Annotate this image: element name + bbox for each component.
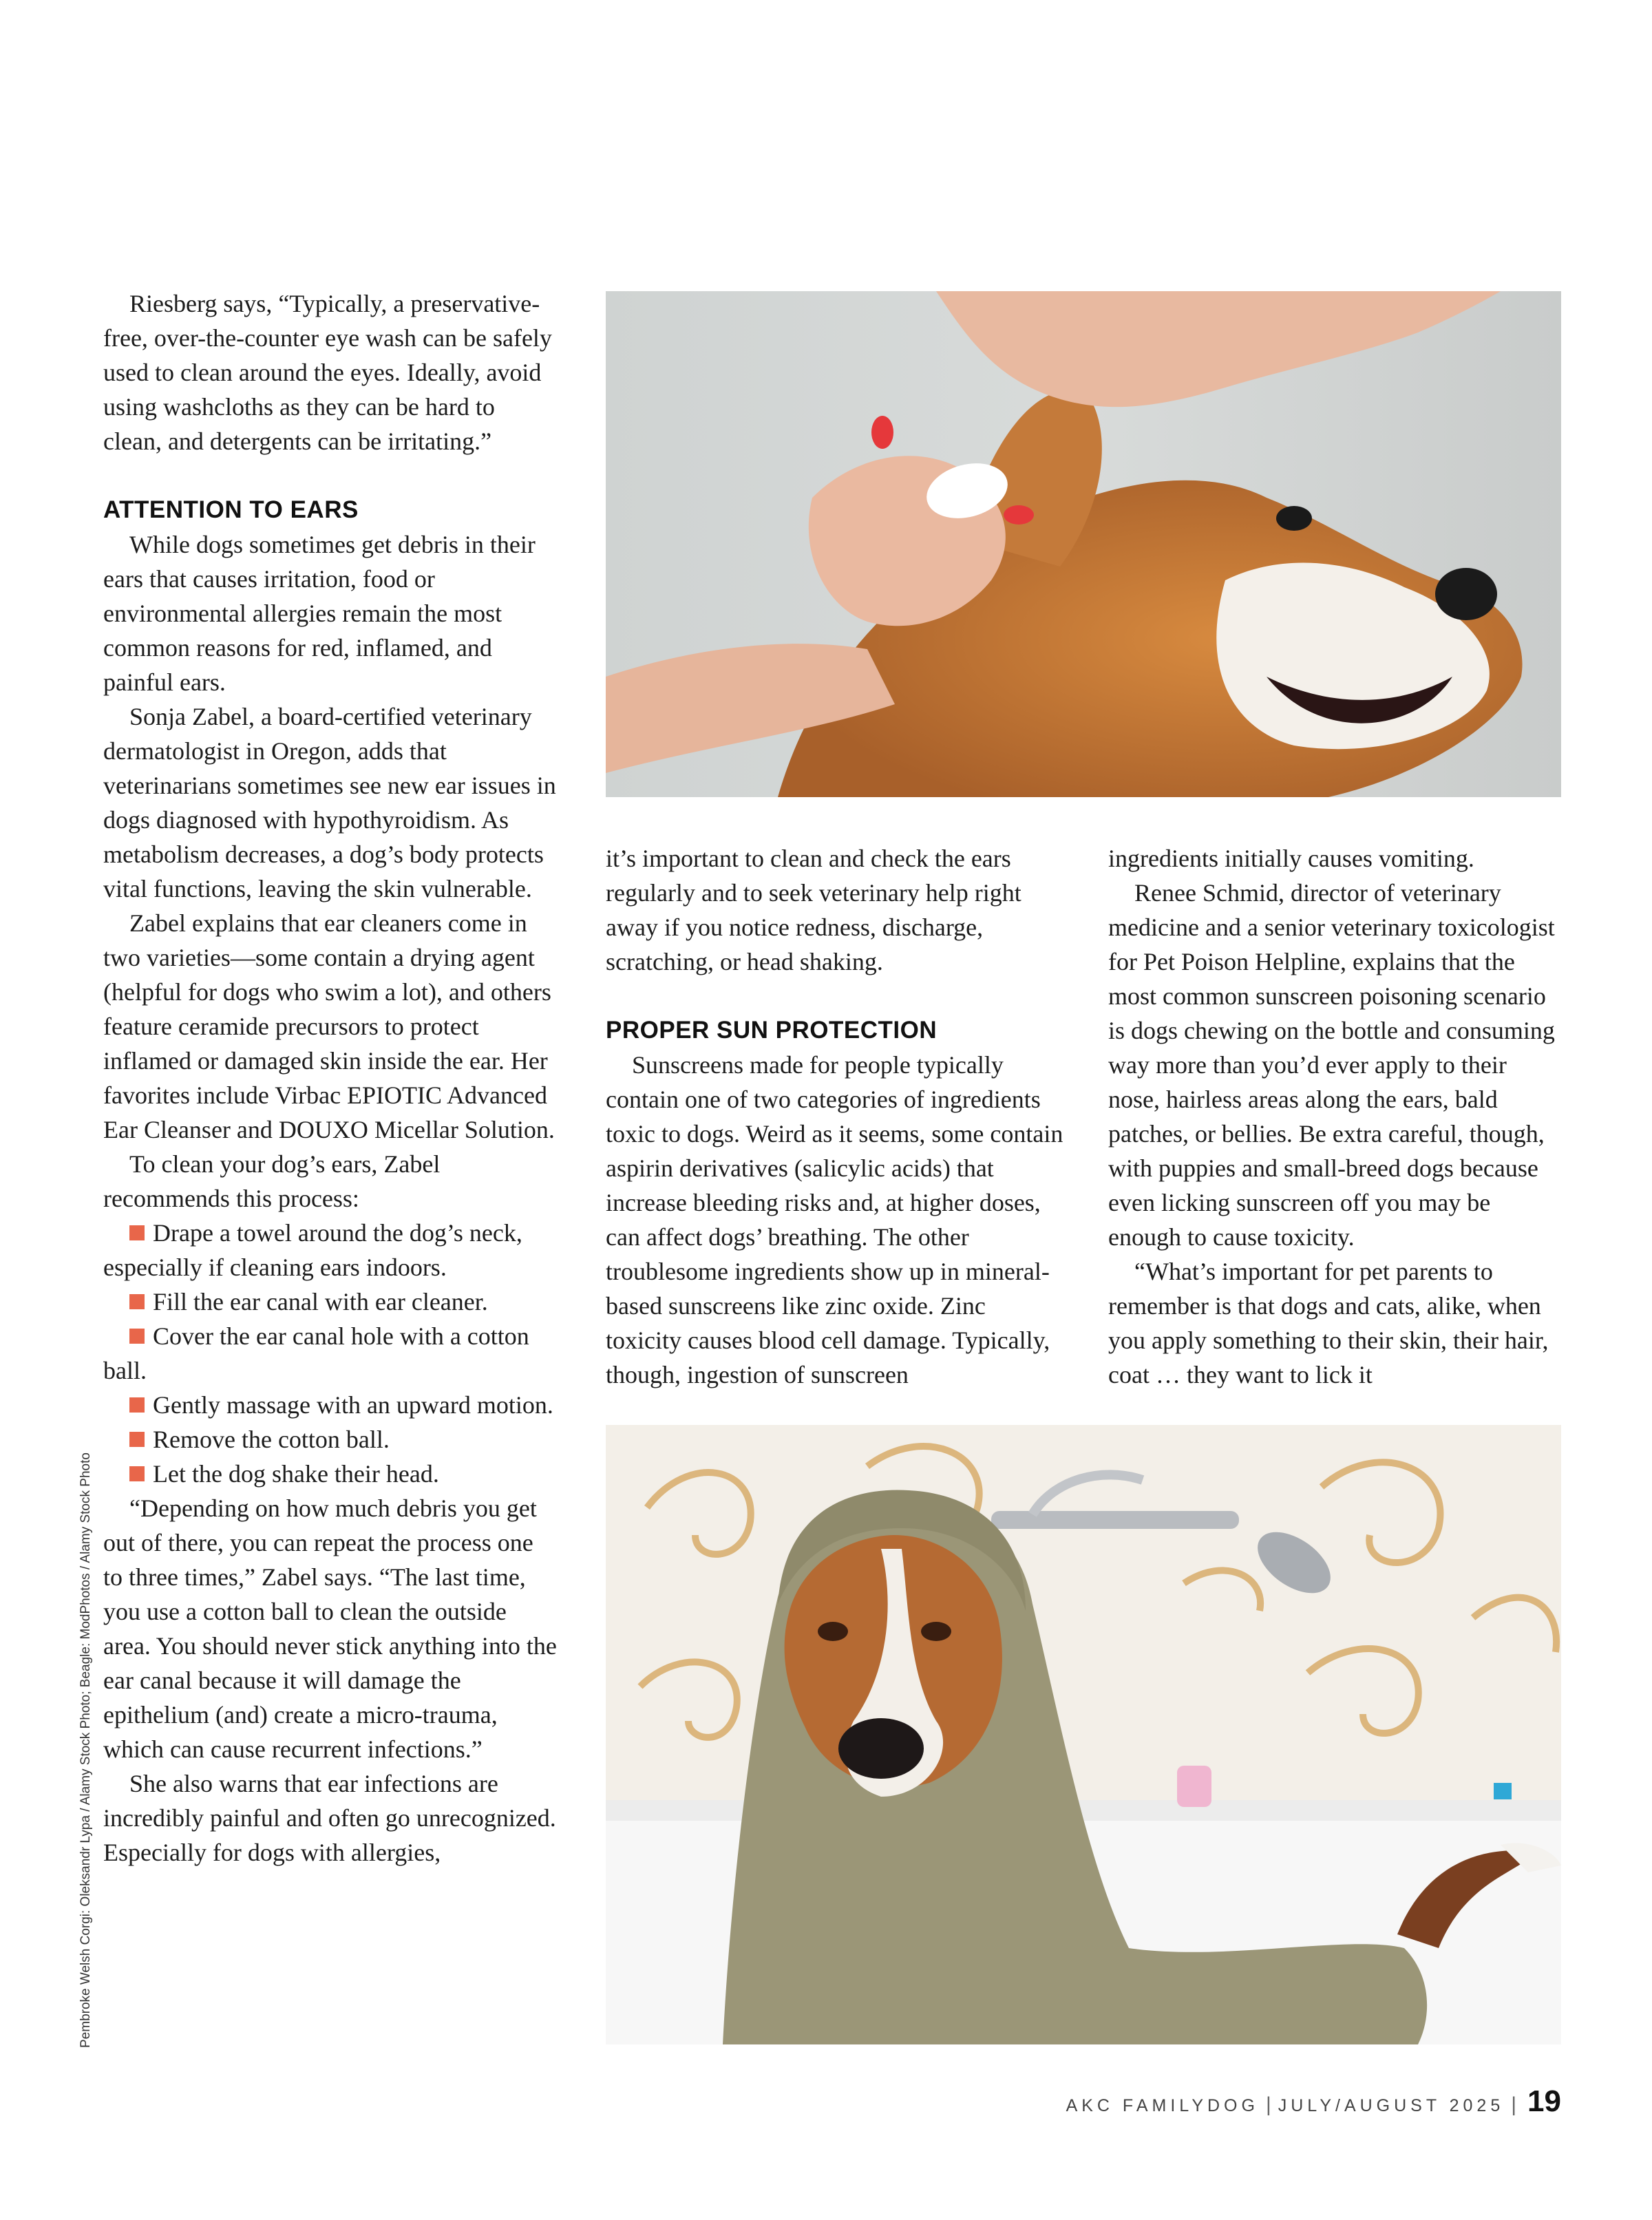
list-item: Drape a towel around the dog’s neck, especially if cleaning ears indoors. [103,1219,522,1281]
magazine-name: AKC FAMILYDOG [1066,2096,1259,2115]
page-number: 19 [1527,2084,1561,2118]
square-bullet-icon [129,1466,145,1481]
square-bullet-icon [129,1397,145,1413]
article-column-2 [606,841,1067,1392]
paragraph: She also warns that ear infections are incredibly painful and often go unrecognized. Especially for dogs with allergies, [103,1770,556,1866]
paragraph: While dogs sometimes get debris in their ears that causes irritation, food or environmental allergies remain the most common reasons for red, inflamed, and painful ears. [103,531,536,696]
issue-date: JULY/AUGUST 2025 [1278,2096,1505,2115]
list-item: Gently massage with an upward motion. [103,1388,558,1422]
paragraph: ingredients initially causes vomiting. [1108,845,1474,872]
corgi-ear-cleaning-photo [606,291,1561,797]
square-bullet-icon [129,1329,145,1344]
square-bullet-icon [129,1432,145,1447]
square-bullet-icon [129,1225,145,1240]
footer-divider: | [1511,2093,1517,2116]
corgi-illustration [606,291,1561,797]
list-item: Remove the cotton ball. [103,1422,558,1457]
paragraph: Riesberg says, “Typically, a preservative-free, over-the-counter eye wash can be safely used to clean around the eyes. Ideally, avoid using washcloths as they can be hard to clean, and detergents can be irritating.” [103,290,552,455]
paragraph: “Depending on how much debris you get out of there, you can repeat the process one to three times,” Zabel says. “The last time, you use a cotton ball to clean the outside area. You should never stick anything into the ear canal because it will damage the epithelium (and) create a micro-trauma, which can cause recurrent infections.” [103,1494,557,1763]
beagle-illustration [606,1425,1561,2044]
paragraph: “What’s important for pet parents to remember is that dogs and cats, alike, when you apply something to their skin, their hair, coat … they want to lick it [1108,1258,1549,1388]
paragraph: Sunscreens made for people typically contain one of two categories of ingredients toxic to dogs. Weird as it seems, some contain aspirin derivatives (salicylic acids) that increase bleeding risks and, at higher doses, can affect dogs’ breathing. The other troublesome ingredients show up in mineral-based sunscreens like zinc oxide. Zinc toxicity causes blood cell damage. Typically, though, ingestion of sunscreen [606,1051,1063,1388]
article-column-3 [1108,841,1563,1392]
paragraph: Renee Schmid, director of veterinary medicine and a senior veterinary toxicologist for Pet Poison Helpline, explains that the most common sunscreen poisoning scenario is dogs chewing on the bottle and consuming way more than you’d ever apply to their nose, hairless areas along the ears, bald patches, or bellies. Be extra careful, though, with puppies and small-breed dogs because even licking sunscreen off you may be enough to cause toxicity. [1108,879,1555,1251]
paragraph: Zabel explains that ear cleaners come in two varieties—some contain a drying agent (helpful for dogs who swim a lot), and others feature ceramide precursors to protect inflamed or damaged skin inside the ear. Her favorites include Virbac EPIOTIC Advanced Ear Cleanser and DOUXO Micellar Solution. [103,909,555,1143]
article-column-1 [103,286,558,1870]
list-item: Let the dog shake their head. [103,1457,558,1491]
section-heading-ears: ATTENTION TO EARS [103,496,359,523]
paragraph: it’s important to clean and check the ears regularly and to seek veterinary help right away if you notice redness, discharge, scratching, or head shaking. [606,845,1021,975]
paragraph: Sonja Zabel, a board-certified veterinary dermatologist in Oregon, adds that veterinarians sometimes see new ear issues in dogs diagnosed with hypothyroidism. As metabolism decreases, a dog’s body protects vital functions, leaving the skin vulnerable. [103,703,556,902]
page-footer [1066,2084,1561,2123]
photo-credit: Pembroke Welsh Corgi: Oleksandr Lypa / Alamy Stock Photo; Beagle: ModPhotos / Alamy Stock Photo [78,1452,93,2048]
list-item: Fill the ear canal with ear cleaner. [103,1285,558,1319]
list-item: Cover the ear canal hole with a cotton ball. [103,1322,529,1384]
square-bullet-icon [129,1294,145,1309]
beagle-towel-photo [606,1425,1561,2044]
paragraph: To clean your dog’s ears, Zabel recommends this process: [103,1150,441,1212]
footer-divider: | [1265,2093,1271,2116]
section-heading-sun: PROPER SUN PROTECTION [606,1017,938,1044]
